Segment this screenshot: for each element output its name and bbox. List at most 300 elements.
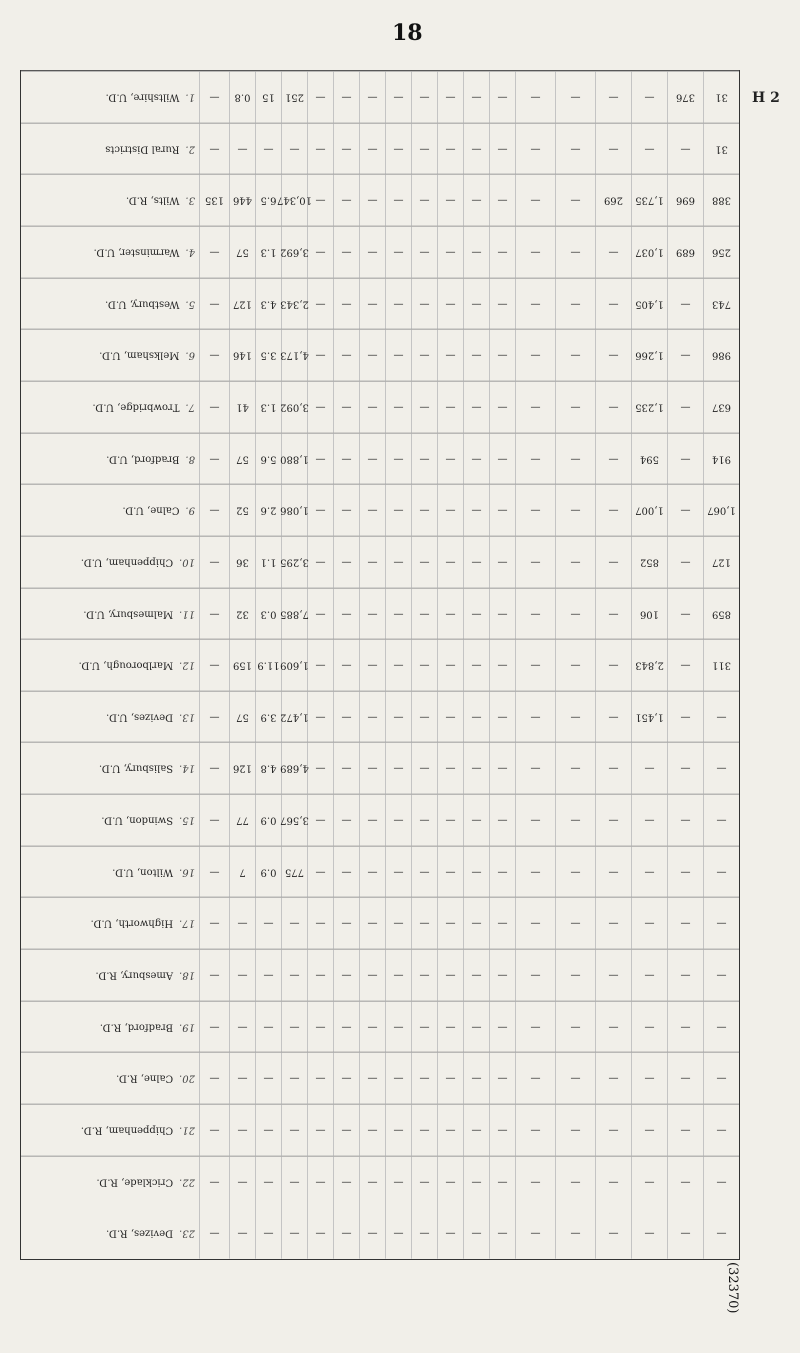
table-row bbox=[21, 329, 739, 381]
table-cell: 3.9 bbox=[255, 692, 281, 743]
table-cell: — bbox=[199, 485, 229, 536]
table-cell: — bbox=[515, 898, 555, 949]
district-name-cell bbox=[21, 898, 199, 949]
table-cell: — bbox=[595, 847, 631, 898]
table-cell: — bbox=[489, 279, 515, 330]
table-cell: 637 bbox=[703, 382, 739, 433]
table-cell: — bbox=[631, 124, 667, 175]
table-cell: — bbox=[333, 1053, 359, 1104]
table-cell: — bbox=[463, 1105, 489, 1156]
table-cell: 127 bbox=[703, 537, 739, 588]
district-name-cell bbox=[21, 382, 199, 433]
table-cell: — bbox=[555, 1207, 595, 1259]
district-name-cell bbox=[21, 589, 199, 640]
district-name: Melksham, U.D. bbox=[99, 350, 180, 362]
table-cell: — bbox=[307, 1002, 333, 1053]
table-cell: — bbox=[631, 1105, 667, 1156]
table-cell: — bbox=[281, 1053, 307, 1104]
table-cell: 11.9 bbox=[255, 640, 281, 691]
table-cell: — bbox=[359, 1157, 385, 1208]
table-cell: — bbox=[307, 124, 333, 175]
table-cell: — bbox=[255, 1207, 281, 1259]
table-cell: — bbox=[463, 1157, 489, 1208]
table-cell: — bbox=[437, 743, 463, 794]
table-cell: 31 bbox=[703, 124, 739, 175]
table-cell: — bbox=[463, 485, 489, 536]
table-cell: 1,609 bbox=[281, 640, 307, 691]
table-cell: — bbox=[229, 898, 255, 949]
table-cell: — bbox=[199, 1105, 229, 1156]
table-cell: — bbox=[411, 175, 437, 226]
table-cell: — bbox=[703, 692, 739, 743]
table-cell: — bbox=[199, 898, 229, 949]
table-cell: 852 bbox=[631, 537, 667, 588]
table-cell: — bbox=[411, 743, 437, 794]
table-cell: 127 bbox=[229, 279, 255, 330]
table-cell: — bbox=[385, 434, 411, 485]
table-cell: 859 bbox=[703, 589, 739, 640]
sheet-marker: H 2 bbox=[752, 90, 780, 106]
table-cell: — bbox=[555, 227, 595, 278]
table-cell: 269 bbox=[595, 175, 631, 226]
table-cell: — bbox=[703, 1207, 739, 1259]
district-name-cell bbox=[21, 1002, 199, 1053]
table-cell: 4,173 bbox=[281, 330, 307, 381]
table-cell: 5.6 bbox=[255, 434, 281, 485]
table-cell: — bbox=[463, 743, 489, 794]
district-name: Highworth, U.D. bbox=[90, 918, 174, 930]
district-name: Malmesbury, U.D. bbox=[83, 608, 174, 620]
row-index: 19. bbox=[179, 1021, 195, 1033]
table-cell: — bbox=[515, 124, 555, 175]
table-cell: — bbox=[667, 1053, 703, 1104]
table-cell: 1,472 bbox=[281, 692, 307, 743]
table-cell: — bbox=[385, 743, 411, 794]
table-cell: — bbox=[229, 1105, 255, 1156]
table-cell: — bbox=[411, 124, 437, 175]
table-cell: — bbox=[703, 898, 739, 949]
table-cell: — bbox=[489, 1053, 515, 1104]
table-cell: 2,843 bbox=[631, 640, 667, 691]
table-cell: — bbox=[703, 1002, 739, 1053]
table-cell: — bbox=[281, 1207, 307, 1259]
table-cell: — bbox=[411, 279, 437, 330]
table-cell: — bbox=[359, 640, 385, 691]
table-cell: 4,689 bbox=[281, 743, 307, 794]
table-cell: — bbox=[411, 1157, 437, 1208]
table-cell: — bbox=[595, 1105, 631, 1156]
table-cell: 594 bbox=[631, 434, 667, 485]
table-cell: 0.3 bbox=[255, 589, 281, 640]
table-cell: 775 bbox=[281, 847, 307, 898]
table-cell: — bbox=[199, 950, 229, 1001]
table-cell: — bbox=[437, 847, 463, 898]
district-name: Salisbury, U.D. bbox=[98, 763, 174, 775]
table-cell: — bbox=[595, 950, 631, 1001]
table-cell: — bbox=[437, 1053, 463, 1104]
table-row bbox=[21, 278, 739, 330]
table-cell: — bbox=[307, 795, 333, 846]
table-cell: — bbox=[359, 485, 385, 536]
table-cell: — bbox=[555, 1002, 595, 1053]
district-name-cell bbox=[21, 950, 199, 1001]
table-cell: — bbox=[667, 898, 703, 949]
table-cell: — bbox=[385, 72, 411, 123]
table-cell: — bbox=[255, 950, 281, 1001]
table-cell: — bbox=[411, 537, 437, 588]
row-index: 10. bbox=[179, 556, 195, 568]
district-name-cell bbox=[21, 537, 199, 588]
table-cell: 914 bbox=[703, 434, 739, 485]
table-cell: — bbox=[307, 485, 333, 536]
table-row bbox=[21, 691, 739, 743]
table-cell: — bbox=[385, 589, 411, 640]
table-cell: — bbox=[385, 279, 411, 330]
row-index: 1. bbox=[185, 91, 195, 103]
table-cell: — bbox=[515, 1157, 555, 1208]
table-cell: — bbox=[437, 330, 463, 381]
table-cell: 689 bbox=[667, 227, 703, 278]
table-row bbox=[21, 846, 739, 898]
table-cell: — bbox=[199, 640, 229, 691]
table-cell: — bbox=[333, 434, 359, 485]
row-index: 7. bbox=[185, 401, 195, 413]
table-row bbox=[21, 794, 739, 846]
table-cell: 57 bbox=[229, 692, 255, 743]
table-cell: — bbox=[307, 1207, 333, 1259]
table-cell: — bbox=[199, 847, 229, 898]
table-cell: — bbox=[437, 124, 463, 175]
row-index: 8. bbox=[185, 453, 195, 465]
table-cell: — bbox=[489, 589, 515, 640]
table-cell: 1,067 bbox=[703, 485, 739, 536]
table-cell: 1,086 bbox=[281, 485, 307, 536]
table-cell: — bbox=[667, 847, 703, 898]
table-cell: — bbox=[515, 1207, 555, 1259]
row-index: 12. bbox=[179, 660, 195, 671]
table-cell: — bbox=[385, 330, 411, 381]
table-cell: — bbox=[515, 537, 555, 588]
table-cell: — bbox=[385, 1157, 411, 1208]
table-cell: — bbox=[463, 692, 489, 743]
district-name: Wilts, R.D. bbox=[125, 195, 180, 207]
table-cell: — bbox=[515, 692, 555, 743]
row-index: 2. bbox=[185, 143, 195, 155]
table-cell: — bbox=[359, 1002, 385, 1053]
table-cell: 1,405 bbox=[631, 279, 667, 330]
table-cell: — bbox=[489, 434, 515, 485]
district-name: Bradford, U.D. bbox=[106, 453, 180, 465]
table-cell: — bbox=[333, 1157, 359, 1208]
table-cell: — bbox=[463, 279, 489, 330]
district-name-cell bbox=[21, 640, 199, 691]
row-index: 18. bbox=[179, 969, 195, 981]
table-cell: — bbox=[281, 1157, 307, 1208]
table-cell: — bbox=[359, 1053, 385, 1104]
table-cell: — bbox=[385, 537, 411, 588]
table-cell: — bbox=[411, 795, 437, 846]
table-cell: — bbox=[333, 795, 359, 846]
table-cell: — bbox=[631, 898, 667, 949]
table-cell: — bbox=[595, 1053, 631, 1104]
table-cell: — bbox=[307, 589, 333, 640]
table-cell: — bbox=[411, 227, 437, 278]
table-cell: — bbox=[385, 1207, 411, 1259]
district-name: Calne, U.D. bbox=[122, 505, 180, 517]
table-cell: — bbox=[199, 72, 229, 123]
table-cell: — bbox=[555, 72, 595, 123]
table-cell: 1,266 bbox=[631, 330, 667, 381]
table-cell: — bbox=[515, 227, 555, 278]
table-cell: 4.3 bbox=[255, 279, 281, 330]
table-cell: — bbox=[307, 227, 333, 278]
table-cell: — bbox=[333, 743, 359, 794]
table-cell: 388 bbox=[703, 175, 739, 226]
table-row bbox=[21, 174, 739, 226]
table-cell: — bbox=[631, 1053, 667, 1104]
table-cell: 0.8 bbox=[229, 72, 255, 123]
table-cell: — bbox=[595, 537, 631, 588]
table-cell: — bbox=[555, 950, 595, 1001]
district-name: Bradford, R.D. bbox=[99, 1021, 174, 1033]
table-cell: 0.9 bbox=[255, 847, 281, 898]
table-cell: — bbox=[489, 1002, 515, 1053]
table-cell: — bbox=[515, 1002, 555, 1053]
table-cell: — bbox=[333, 279, 359, 330]
table-cell: — bbox=[359, 589, 385, 640]
table-cell: — bbox=[555, 795, 595, 846]
table-cell: — bbox=[555, 847, 595, 898]
table-cell: — bbox=[489, 847, 515, 898]
table-cell: — bbox=[333, 640, 359, 691]
table-cell: — bbox=[489, 330, 515, 381]
row-index: 11. bbox=[179, 608, 195, 620]
table-cell: — bbox=[307, 434, 333, 485]
table-cell: — bbox=[667, 485, 703, 536]
district-name: Westbury, U.D. bbox=[105, 298, 180, 310]
table-cell: — bbox=[437, 640, 463, 691]
table-cell: — bbox=[281, 1002, 307, 1053]
table-cell: — bbox=[307, 950, 333, 1001]
table-cell: — bbox=[595, 72, 631, 123]
table-cell: — bbox=[595, 1157, 631, 1208]
table-cell: 3,692 bbox=[281, 227, 307, 278]
table-cell: — bbox=[359, 795, 385, 846]
row-index: 13. bbox=[179, 711, 195, 723]
table-cell: — bbox=[489, 485, 515, 536]
table-cell: 446 bbox=[229, 175, 255, 226]
table-cell: — bbox=[307, 1157, 333, 1208]
table-cell: — bbox=[359, 692, 385, 743]
table-cell: — bbox=[333, 537, 359, 588]
table-cell: — bbox=[555, 279, 595, 330]
district-name-cell bbox=[21, 175, 199, 226]
table-cell: — bbox=[437, 485, 463, 536]
table-cell: — bbox=[281, 124, 307, 175]
table-row bbox=[21, 433, 739, 485]
table-row bbox=[21, 1156, 739, 1208]
table-cell: 1,235 bbox=[631, 382, 667, 433]
table-cell: — bbox=[703, 950, 739, 1001]
row-index: 9. bbox=[185, 505, 195, 517]
table-row bbox=[21, 226, 739, 278]
table-cell: — bbox=[489, 950, 515, 1001]
table-cell: — bbox=[385, 1053, 411, 1104]
table-cell: — bbox=[595, 124, 631, 175]
table-cell: — bbox=[667, 124, 703, 175]
table-cell: — bbox=[281, 898, 307, 949]
table-cell: 2.6 bbox=[255, 485, 281, 536]
table-cell: — bbox=[199, 382, 229, 433]
table-cell: — bbox=[667, 1105, 703, 1156]
table-cell: — bbox=[307, 279, 333, 330]
table-cell: — bbox=[307, 898, 333, 949]
table-cell: 106 bbox=[631, 589, 667, 640]
table-cell: 7 bbox=[229, 847, 255, 898]
table-cell: — bbox=[463, 72, 489, 123]
table-row bbox=[21, 639, 739, 691]
district-name: Rural Districts bbox=[105, 143, 180, 155]
table-row bbox=[21, 1052, 739, 1104]
row-index: 4. bbox=[185, 246, 195, 258]
table-cell: 251 bbox=[281, 72, 307, 123]
table-cell: — bbox=[437, 1105, 463, 1156]
table-cell: 57 bbox=[229, 227, 255, 278]
table-cell: — bbox=[667, 434, 703, 485]
table-cell: — bbox=[229, 1207, 255, 1259]
table-cell: — bbox=[703, 847, 739, 898]
table-cell: — bbox=[463, 847, 489, 898]
table-cell: — bbox=[199, 227, 229, 278]
table-cell: — bbox=[359, 950, 385, 1001]
table-row bbox=[21, 381, 739, 433]
table-cell: — bbox=[437, 537, 463, 588]
table-cell: — bbox=[411, 692, 437, 743]
row-index: 22. bbox=[179, 1176, 195, 1188]
table-cell: — bbox=[333, 1207, 359, 1259]
print-code: (32370) bbox=[725, 1262, 740, 1314]
table-cell: — bbox=[199, 743, 229, 794]
table-cell: — bbox=[437, 692, 463, 743]
district-name-cell bbox=[21, 692, 199, 743]
table-cell: — bbox=[595, 227, 631, 278]
table-cell: — bbox=[411, 1105, 437, 1156]
table-cell: — bbox=[595, 795, 631, 846]
district-name-cell bbox=[21, 1053, 199, 1104]
table-row bbox=[21, 588, 739, 640]
table-cell: — bbox=[515, 847, 555, 898]
table-cell: — bbox=[229, 1053, 255, 1104]
table-cell: — bbox=[333, 72, 359, 123]
table-cell: — bbox=[667, 537, 703, 588]
table-cell: — bbox=[703, 1157, 739, 1208]
table-cell: — bbox=[595, 1207, 631, 1259]
district-name-cell bbox=[21, 743, 199, 794]
table-cell: — bbox=[437, 72, 463, 123]
table-cell: — bbox=[555, 692, 595, 743]
table-cell: — bbox=[463, 1002, 489, 1053]
table-cell: 256 bbox=[703, 227, 739, 278]
table-cell: — bbox=[307, 330, 333, 381]
table-cell: — bbox=[437, 382, 463, 433]
table-cell: 1,880 bbox=[281, 434, 307, 485]
table-cell: — bbox=[229, 124, 255, 175]
table-cell: — bbox=[359, 124, 385, 175]
table-cell: — bbox=[489, 382, 515, 433]
table-cell: — bbox=[595, 382, 631, 433]
table-cell: — bbox=[199, 330, 229, 381]
table-cell: — bbox=[489, 692, 515, 743]
table-cell: — bbox=[255, 1157, 281, 1208]
table-cell: 0.9 bbox=[255, 795, 281, 846]
table-cell: — bbox=[595, 640, 631, 691]
table-cell: — bbox=[667, 279, 703, 330]
table-cell: — bbox=[515, 330, 555, 381]
table-cell: — bbox=[703, 795, 739, 846]
table-cell: — bbox=[333, 227, 359, 278]
table-grid bbox=[20, 70, 740, 1260]
table-cell: — bbox=[631, 950, 667, 1001]
table-cell: — bbox=[463, 1207, 489, 1259]
table-cell: — bbox=[385, 1105, 411, 1156]
table-cell: — bbox=[411, 589, 437, 640]
table-cell: — bbox=[359, 743, 385, 794]
table-cell: — bbox=[595, 589, 631, 640]
table-cell: 311 bbox=[703, 640, 739, 691]
table-cell: — bbox=[489, 227, 515, 278]
table-cell: — bbox=[255, 124, 281, 175]
table-row bbox=[21, 123, 739, 175]
row-index: 20. bbox=[179, 1073, 195, 1085]
table-cell: — bbox=[463, 640, 489, 691]
district-name-cell bbox=[21, 1157, 199, 1208]
table-cell: — bbox=[667, 692, 703, 743]
table-cell: — bbox=[333, 485, 359, 536]
table-cell: — bbox=[515, 795, 555, 846]
table-cell: 1.3 bbox=[255, 382, 281, 433]
table-cell: — bbox=[307, 72, 333, 123]
table-cell: — bbox=[437, 1207, 463, 1259]
table-cell: — bbox=[555, 485, 595, 536]
table-cell: — bbox=[555, 898, 595, 949]
table-cell: — bbox=[595, 434, 631, 485]
table-cell: — bbox=[667, 589, 703, 640]
table-cell: — bbox=[411, 330, 437, 381]
table-cell: — bbox=[437, 898, 463, 949]
table-cell: — bbox=[359, 537, 385, 588]
table-cell: — bbox=[595, 1002, 631, 1053]
district-name-cell bbox=[21, 1105, 199, 1156]
table-cell: — bbox=[333, 124, 359, 175]
table-cell: 52 bbox=[229, 485, 255, 536]
table-cell: — bbox=[411, 640, 437, 691]
district-name-cell bbox=[21, 124, 199, 175]
table-cell: — bbox=[595, 330, 631, 381]
district-name-cell bbox=[21, 485, 199, 536]
table-cell: 986 bbox=[703, 330, 739, 381]
table-cell: — bbox=[463, 124, 489, 175]
table-cell: — bbox=[555, 1157, 595, 1208]
table-cell: — bbox=[359, 434, 385, 485]
table-cell: 32 bbox=[229, 589, 255, 640]
table-cell: — bbox=[359, 1207, 385, 1259]
table-cell: — bbox=[489, 1157, 515, 1208]
table-cell: — bbox=[255, 898, 281, 949]
table-cell: — bbox=[229, 1002, 255, 1053]
table-cell: — bbox=[555, 124, 595, 175]
table-cell: — bbox=[333, 330, 359, 381]
table-cell: — bbox=[489, 795, 515, 846]
